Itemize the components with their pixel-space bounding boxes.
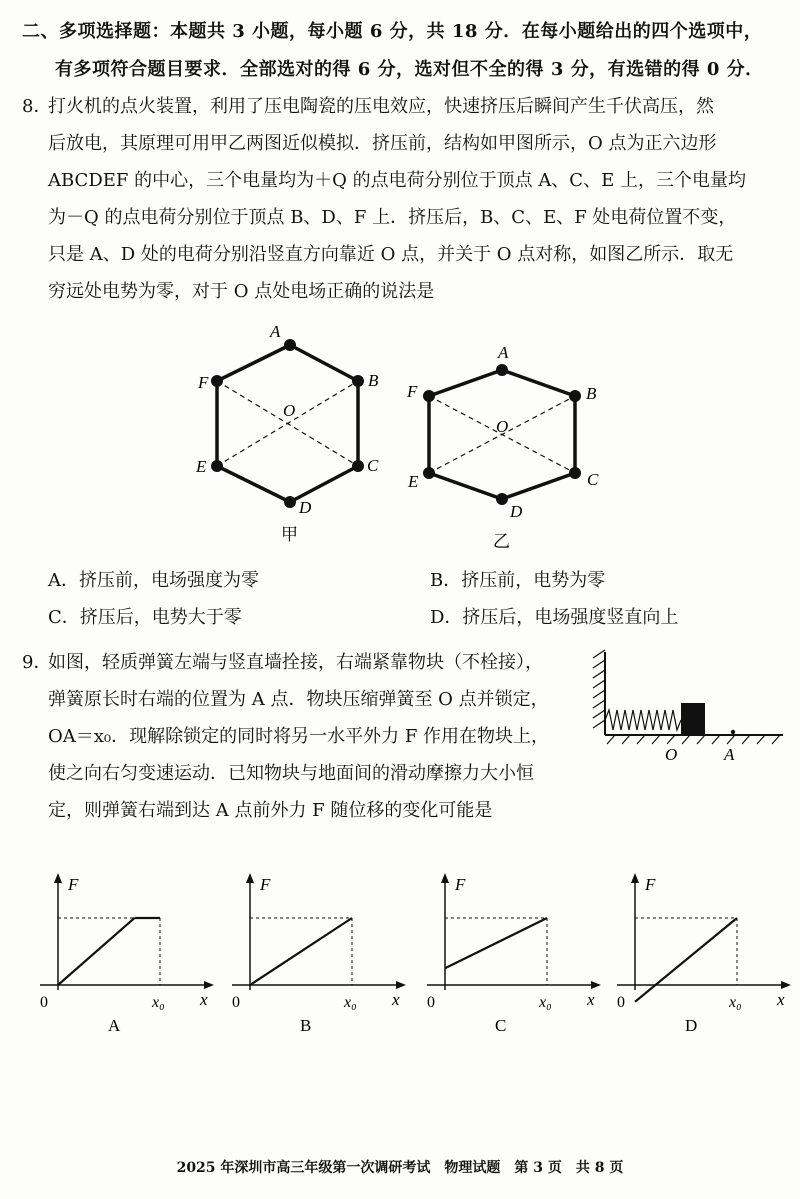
graph-a-ylabel: F [68, 875, 79, 894]
graph-a-x0-tick: x₀ [152, 994, 165, 1011]
graph-d-y-arrow [631, 873, 639, 883]
graph-b-origin: 0 [232, 994, 240, 1011]
label-d: D [510, 502, 523, 521]
q8-option-c[interactable]: C．挤压后，电势大于零 [48, 607, 242, 628]
graph-b-caption: B [300, 1016, 312, 1035]
label-d: D [299, 498, 312, 517]
graph-d-xlabel: x [777, 990, 785, 1009]
q8-option-a[interactable]: A．挤压前，电场强度为零 [48, 570, 259, 591]
caption-jia: 甲 [281, 525, 298, 544]
q9-number: 9． [22, 652, 52, 673]
charge-e [211, 460, 223, 472]
charge-c [352, 460, 364, 472]
label-c: C [367, 456, 379, 475]
graph-b-x0-tick: x₀ [344, 994, 357, 1011]
label-f: F [198, 373, 209, 392]
spring-figure [585, 648, 790, 768]
charge-d [496, 493, 508, 505]
q9-line-2: 弹簧原长时右端的位置为 A 点．物块压缩弹簧至 O 点并锁定， [48, 689, 549, 710]
graph-a-origin: 0 [40, 994, 48, 1011]
graph-c-caption: C [495, 1016, 507, 1035]
block [681, 703, 705, 735]
caption-yi: 乙 [493, 532, 510, 551]
label-o: O [283, 401, 296, 420]
spring-label-a: A [724, 745, 735, 764]
charge-f [423, 390, 435, 402]
q9-line-3: OA＝x₀．现解除锁定的同时将另一水平外力 F 作用在物块上， [48, 726, 550, 747]
q8-option-b[interactable]: B．挤压前，电势为零 [430, 570, 606, 591]
graph-b-ylabel: F [260, 875, 271, 894]
charge-b [352, 375, 364, 387]
q9-line-1: 如图，轻质弹簧左端与竖直墙拴接，右端紧靠物块（不栓接）， [48, 652, 543, 673]
graph-d-f-line [635, 918, 737, 1002]
graph-d-x-arrow [781, 981, 791, 989]
charge-a [284, 339, 296, 351]
graph-a-y-arrow [54, 873, 62, 883]
q8-line-6: 穷远处电势为零，对于 O 点处电场正确的说法是 [48, 281, 435, 302]
charge-a [496, 364, 508, 376]
graph-d-ylabel: F [645, 875, 656, 894]
label-e: E [408, 472, 419, 491]
graph-c-f-line [445, 918, 547, 968]
graph-d-x0-tick: x₀ [729, 994, 742, 1011]
q8-line-4: 为－Q 的点电荷分别位于顶点 B、D、F 上．挤压后，B、C、E、F 处电荷位置不变， [48, 207, 737, 228]
graph-b-f-line [250, 918, 352, 985]
charge-d [284, 496, 296, 508]
graph-b-y-arrow [246, 873, 254, 883]
q8-line-1: 打火机的点火装置，利用了压电陶瓷的压电效应，快速挤压后瞬间产生千伏高压，然 [48, 96, 714, 117]
graph-a-x-arrow [204, 981, 214, 989]
charge-e [423, 467, 435, 479]
label-b: B [586, 384, 597, 403]
section-header-line-1: 二、多项选择题：本题共 3 小题，每小题 6 分，共 18 分．在每小题给出的四个选项中， [22, 21, 763, 42]
graph-a-caption: A [108, 1016, 121, 1035]
spring-label-o: O [665, 745, 678, 764]
q8-line-3: ABCDEF 的中心，三个电量均为＋Q 的点电荷分别位于顶点 A、C、E 上，三个电量均 [48, 170, 746, 191]
label-a: A [498, 343, 509, 362]
graph-c-xlabel: x [587, 990, 595, 1009]
charge-b [569, 390, 581, 402]
graph-c-x-arrow [591, 981, 601, 989]
section-header-line-2: 有多项符合题目要求．全部选对的得 6 分，选对但不全的得 3 分，有选错的得 0 分． [55, 59, 764, 80]
label-b: B [368, 371, 379, 390]
graph-d-origin: 0 [617, 994, 625, 1011]
graph-d-caption: D [685, 1016, 698, 1035]
graph-c-origin: 0 [427, 994, 435, 1011]
graph-a-f-line [58, 918, 135, 985]
q8-option-d[interactable]: D．挤压后，电场强度竖直向上 [430, 607, 679, 628]
charge-c [569, 467, 581, 479]
label-a: A [270, 322, 281, 341]
spring [605, 710, 681, 730]
graph-c-y-arrow [441, 873, 449, 883]
page-footer: 2025 年深圳市高三年级第一次调研考试 物理试题 第 3 页 共 8 页 [176, 1160, 624, 1176]
q8-line-5: 只是 A、D 处的电荷分别沿竖直方向靠近 O 点，并关于 O 点对称，如图乙所示．取无 [48, 244, 734, 265]
hexagon-yi [406, 343, 599, 551]
charge-f [211, 375, 223, 387]
hexagon-figures [0, 315, 800, 555]
label-e: E [196, 457, 207, 476]
graph-b-xlabel: x [392, 990, 400, 1009]
graph-c-x0-tick: x₀ [539, 994, 552, 1011]
hexagon-jia [195, 322, 379, 544]
graph-c-ylabel: F [455, 875, 466, 894]
q8-line-2: 后放电，其原理可用甲乙两图近似模拟．挤压前，结构如甲图所示，O 点为正六边形 [48, 133, 717, 154]
q9-line-5: 定，则弹簧右端到达 A 点前外力 F 随位移的变化可能是 [48, 800, 493, 821]
q8-number: 8． [22, 96, 52, 117]
label-o: O [496, 417, 509, 436]
graph-b-x-arrow [396, 981, 406, 989]
label-c: C [587, 470, 599, 489]
graph-a-xlabel: x [200, 990, 208, 1009]
label-f: F [407, 382, 418, 401]
q9-line-4: 使之向右匀变速运动．已知物块与地面间的滑动摩擦力大小恒 [48, 763, 534, 784]
force-graphs [0, 860, 800, 1040]
